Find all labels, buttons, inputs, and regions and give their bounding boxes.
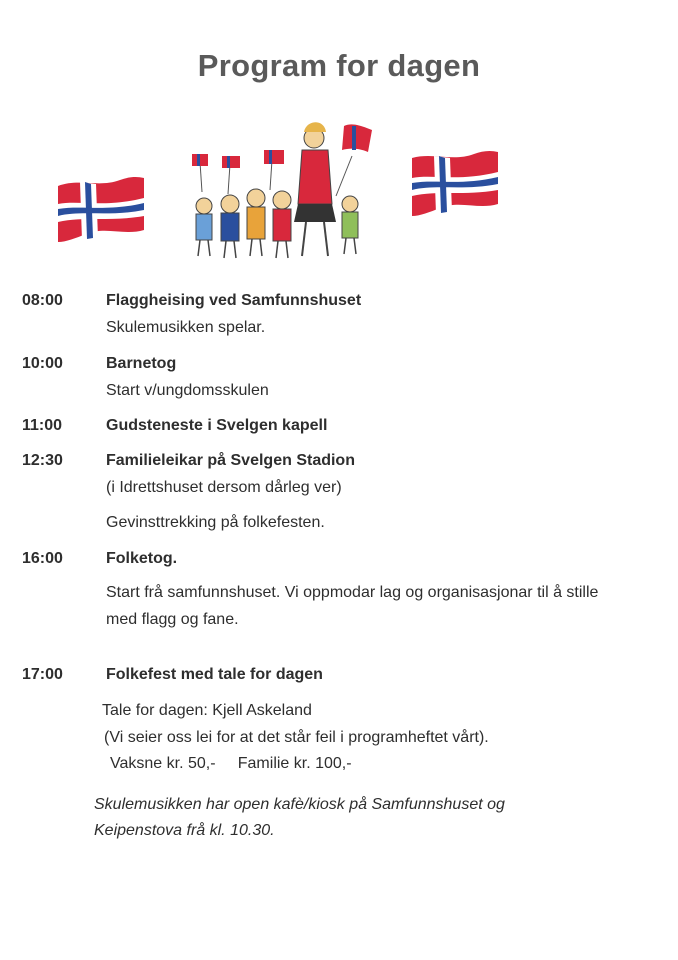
schedule-time: 08:00	[22, 292, 63, 309]
norway-flag-left-icon	[54, 172, 148, 252]
schedule-heading: Familieleikar på Svelgen Stadion	[106, 452, 355, 469]
schedule-line: (i Idrettshuset dersom dårleg ver)	[106, 479, 342, 496]
schedule-line: Tale for dagen: Kjell Askeland	[102, 702, 312, 719]
page-title: Program for dagen	[197, 48, 481, 83]
schedule-line: Start frå samfunnshuset. Vi oppmodar lag og organisasjonar til å stille	[106, 584, 599, 601]
schedule-line: (Vi seier oss lei for at det står feil i programheftet vårt).	[104, 729, 489, 746]
schedule-time: 17:00	[22, 666, 63, 683]
schedule-line: Skulemusikken spelar.	[106, 319, 266, 336]
schedule-heading: Folketog.	[106, 550, 178, 567]
schedule-line: Gevinsttrekking på folkefesten.	[106, 514, 325, 531]
schedule-time: 10:00	[22, 355, 63, 372]
schedule-time: 16:00	[22, 550, 63, 567]
schedule-line: Start v/ungdomsskulen	[106, 382, 269, 399]
norway-flag-right-icon	[408, 148, 502, 226]
schedule-time: 11:00	[22, 417, 63, 434]
schedule-line: med flagg og fane.	[106, 611, 239, 628]
schedule-time: 12:30	[22, 452, 63, 469]
schedule-heading: Barnetog	[106, 355, 177, 372]
schedule-line: Vaksne kr. 50,- Familie kr. 100,-	[110, 755, 352, 772]
schedule-heading: Flaggheising ved Samfunnshuset	[106, 292, 362, 309]
footer-note-line: Keipenstova frå kl. 10.30.	[94, 822, 275, 839]
schedule-heading: Folkefest med tale for dagen	[106, 666, 323, 683]
footer-note-line: Skulemusikken har open kafè/kiosk på Samfunnshuset og	[94, 796, 505, 813]
schedule-heading: Gudsteneste i Svelgen kapell	[106, 417, 328, 434]
parade-illustration	[186, 112, 382, 262]
